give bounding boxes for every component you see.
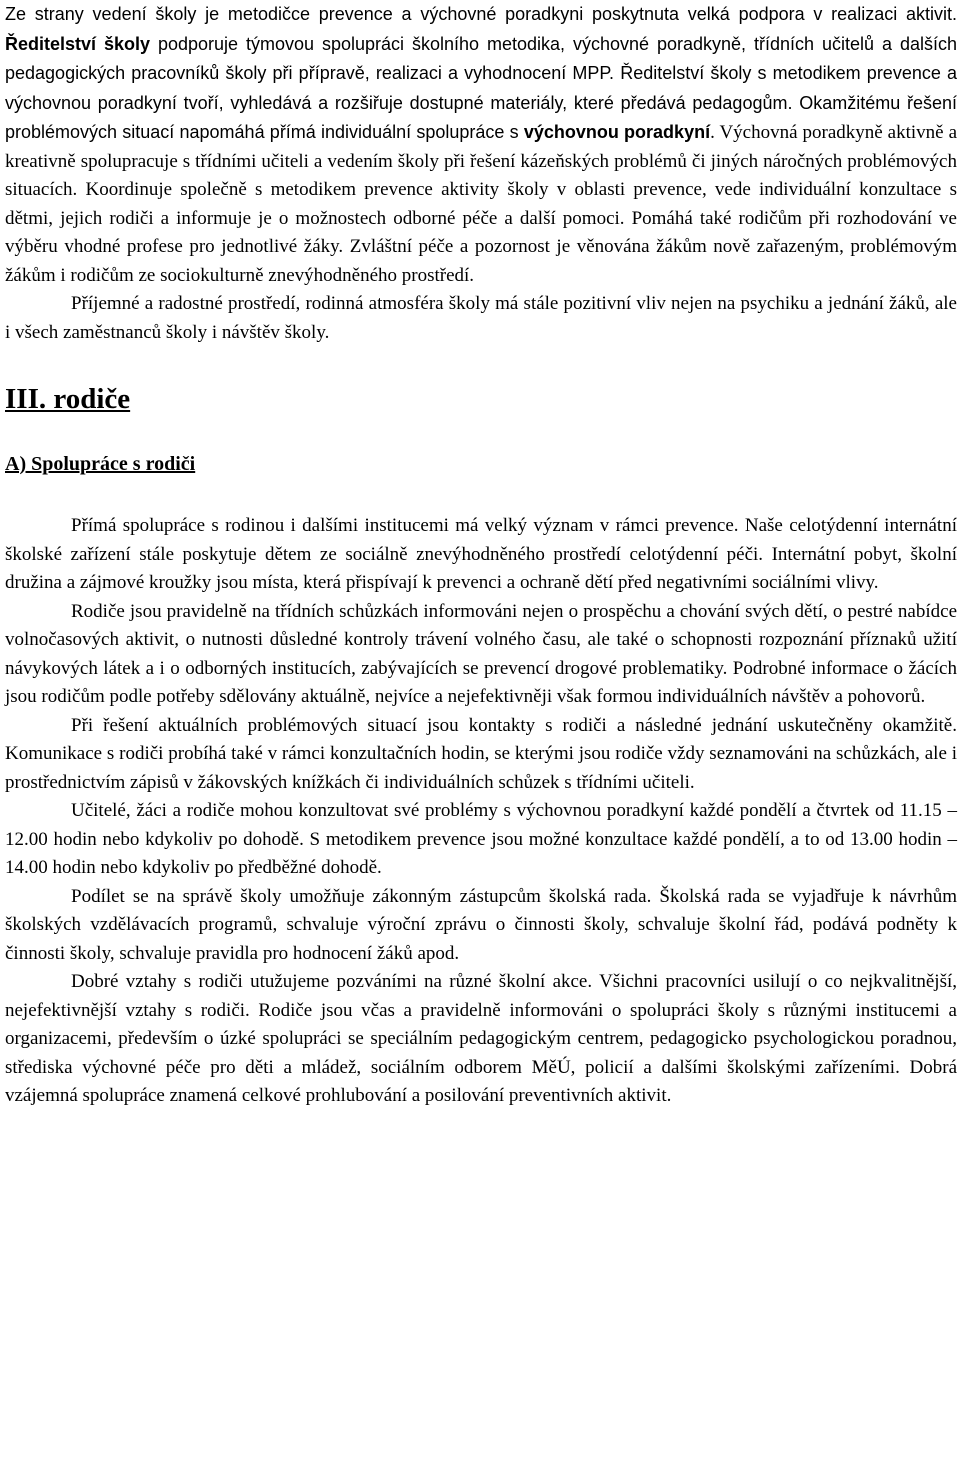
intro-paragraph: [5, 0, 957, 290]
intro-bold-d: výchovnou poradkyní: [523, 122, 711, 142]
body-paragraph-4: Učitelé, žáci a rodiče mohou konzultovat své problémy s výchovnou poradkyní každé pondělí a čtvrtek od 11.15 – 12.00 hodin nebo kdykoliv po dohodě. S metodikem prevence jsou možné konzultace každé pondělí, a to od 13.00 hodin – 14.00 hodin nebo kdykoliv po předběžné dohodě.: [5, 800, 957, 878]
body-paragraph-2: Rodiče jsou pravidelně na třídních schůzkách informováni nejen o prospěchu a chování svých dětí, o pestré nabídce volnočasových aktivit, o nutnosti důsledné kontroly trávení volného času, ale také o schopnosti rozpoznání příznaků užití návykových látek a i o odborných institucích, zabývajících se prevencí drogové problematiky. Podrobné informace o žácích jsou rodičům podle potřeby sdělovány aktuálně, nejvíce a nejefektivněji však formou individuálních návštěv a pohovorů.: [5, 600, 957, 707]
subsection-heading: A) Spolupráce s rodiči: [5, 453, 196, 475]
intro-text-a: Ze strany vedení školy je metodičce prevence a výchovné poradkyni poskytnuta velká podpora v realizaci aktivit.: [5, 4, 957, 24]
body-paragraph-5: Podílet se na správě školy umožňuje zákonným zástupcům školská rada. Školská rada se vyjadřuje k návrhům školských vzdělávacích programů, schvaluje výroční zprávu o činnosti školy, schvaluje školní řád, podává podněty k činnosti školy, schvaluje pravidla pro hodnocení žáků apod.: [5, 885, 957, 964]
intro-text-c: podporuje týmovou spolupráci školního metodika, výchovné poradkyně, třídních učitelů a dalších pedagogických pracovníků školy při přípravě, realizaci a vyhodnocení MPP. Ředitelství školy s metodikem prevence a výchovnou poradkyní tvoří, vyhledává a rozšiřuje dostupné materiály, které předává pedagogům. Okamžitému řešení problémových situací napomáhá přímá individuální spolupráce s: [5, 33, 957, 142]
intro-bold-a: Ředitelství školy: [5, 33, 151, 54]
atmosphere-paragraph: Příjemné a radostné prostředí, rodinná atmosféra školy má stále pozitivní vliv nejen na psychiku a jednání žáků, ale i všech zaměstnanců školy i návštěv školy.: [5, 293, 957, 343]
body-paragraph-6: Dobré vztahy s rodiči utužujeme pozváními na různé školní akce. Všichni pracovníci usilují o co nejkvalitnější, nejefektivnější vztahy s rodiči. Rodiče jsou včas a pravidelně informováni o spolupráci školy s různými institucemi a organizacemi, především o úzké spolupráci se speciálním pedagogickým centrem, pedagogicko psychologickou poradnou, střediska výchovné péče pro děti a mládež, sociálním odborem MěÚ, policií a dalšími školskými zařízeními. Dobrá vzájemná spolupráce znamená celkové prohlubování a posilování preventivních aktivit.: [5, 971, 957, 1106]
intro-text-f: Koordinuje společně s metodikem prevence aktivity školy v oblasti prevence, vede individuální konzultace s dětmi, jejich rodiči a informuje je o možnostech odborné péče a další pomoci. Pomáhá také rodičům při rozhodování ve výběru vhodné profese pro jednotlivé žáky. Zvláštní péče a pozornost je věnována žákům nově zařazeným, problémovým žákům i rodičům ze sociokulturně znevýhodněného prostředí.: [5, 179, 957, 286]
intro-text-e: . Výchovná poradkyně aktivně a kreativně spolupracuje s třídními učiteli a vedením školy při řešení kázeňských problémů či jiných náročných problémových situacích.: [5, 122, 957, 200]
section-heading: III. rodiče: [5, 383, 131, 415]
body-paragraph-1: Přímá spolupráce s rodinou i dalšími institucemi má velký význam v rámci prevence. Naše celotýdenní internátní školské zařízení stále poskytuje dětem ze sociálně znevýhodněného prostředí celotýdenní péči. Internátní pobyt, školní družina a zájmové kroužky jsou místa, která přispívají k prevenci a ochraně dětí před negativními sociálními vlivy.: [5, 515, 957, 593]
body-paragraph-3: Při řešení aktuálních problémových situací jsou kontakty s rodiči a následné jednání uskutečněny okamžitě. Komunikace s rodiči probíhá také v rámci konzultačních hodin, se kterými jsou rodiče vždy seznamováni na schůzkách, ale i prostřednictvím zápisů v žákovských knížkách či individuálních schůzek s třídními učiteli.: [5, 714, 957, 793]
